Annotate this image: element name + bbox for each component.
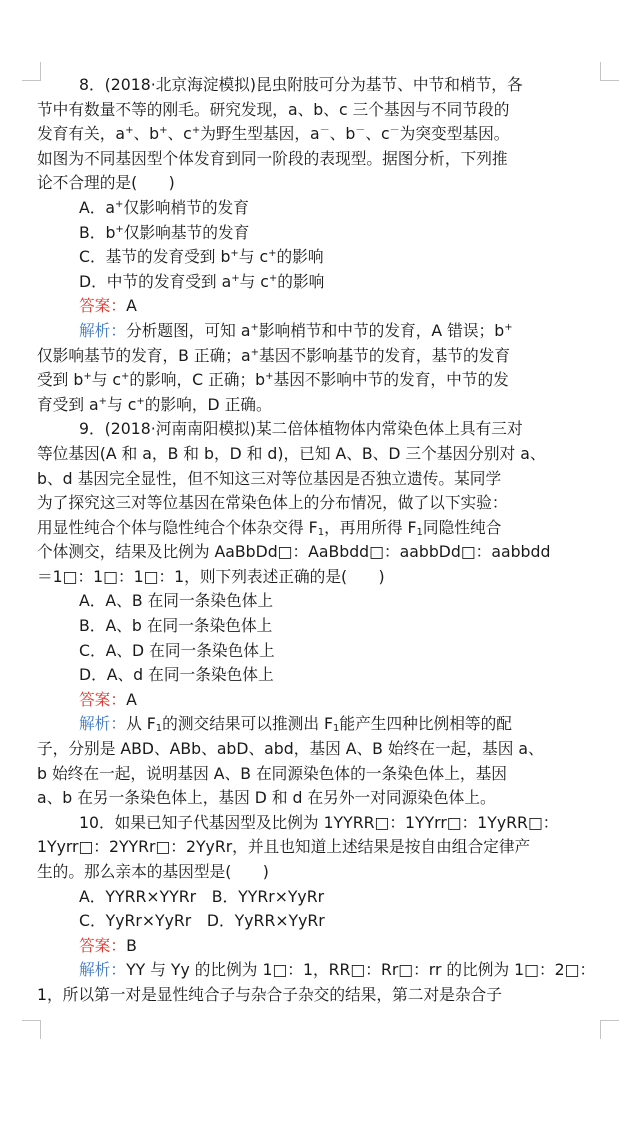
question-10 — [37, 811, 603, 1008]
corner-mark-bottom-left — [22, 1020, 41, 1039]
q9-explanation-line-3: b 始终在一起，说明基因 A、B 在同源染色体的一条染色体上，基因 — [37, 763, 507, 783]
q8-stem-line-4: 如图为不同基因型个体发育到同一阶段的表现型。据图分析，下列推 — [37, 148, 508, 168]
q9-stem-line-3: b、d 基因完全显性，但不知这三对等位基因是否独立遗传。某同学 — [37, 468, 502, 488]
q9-stem-line-2: 等位基因(A 和 a，B 和 b，D 和 d)，已知 A、B、D 三个基因分别对 a、 — [37, 443, 546, 463]
q8-explanation-line-3: 受到 b+与 c+的影响，C 正确；b+基因不影响中节的发育，中节的发 — [37, 370, 509, 390]
question-9 — [37, 417, 603, 811]
q8-stem-line-5: 论不合理的是( ) — [37, 173, 175, 193]
q10-stem-line-2: 1Yyrr□：2YYRr□：2YyRr，并且也知道上述结果是按自由组合定律产 — [37, 837, 531, 857]
q9-stem-line-5: 用显性纯合个体与隐性纯合个体杂交得 $F_1$，再用所得 $F_1$同隐性纯合 — [37, 517, 502, 538]
q8-option-d: D．中节的发育受到 a+与 c+的影响 — [79, 271, 325, 291]
q10-explanation-line-1: 解析：YY 与 Yy 的比例为 1□：1，RR□：Rr□：rr 的比例为 1□：2□： — [79, 960, 596, 980]
q10-answer: 答案：B — [79, 935, 137, 955]
question-8 — [37, 73, 603, 417]
q8-option-c: C．基节的发育受到 b+与 c+的影响 — [79, 247, 324, 267]
q8-option-a: A．a+仅影响梢节的发育 — [79, 197, 249, 217]
corner-mark-bottom-right — [600, 1020, 619, 1039]
q9-option-a: A．A、B 在同一条染色体上 — [79, 591, 274, 611]
q9-option-b: B．A、b 在同一条染色体上 — [79, 616, 273, 636]
q9-stem-line-6: 个体测交，结果及比例为 AaBbDd□：AaBbdd□：aabbDd□：aabbdd — [37, 542, 551, 562]
q8-answer: 答案：A — [79, 296, 137, 316]
q10-explanation-line-2: 1，所以第一对是显性纯合子与杂合子杂交的结果，第二对是杂合子 — [37, 984, 502, 1004]
q9-explanation-line-1: 解析：从 $F_1$的测交结果可以推测出 $F_1$能产生四种比例相等的配 — [79, 714, 512, 735]
q8-stem-line-2: 节中有数量不等的刚毛。研究发现，a、b、c 三个基因与不同节段的 — [37, 99, 510, 119]
q9-stem-line-4: 为了探究这三对等位基因在常染色体上的分布情况，做了以下实验： — [37, 493, 508, 513]
q9-explanation-line-4: a、b 在另一条染色体上，基因 D 和 d 在另外一对同源染色体上。 — [37, 788, 496, 808]
q9-stem-line-7: ＝1□：1□：1□：1，则下列表述正确的是( ) — [37, 566, 385, 586]
q9-explanation-line-2: 子，分别是 ABD、ABb、abD、abd，基因 A、B 始终在一起，基因 a、 — [37, 739, 544, 759]
q10-options-c-d: C．YyRr×YyRr D．YyRR×YyRr — [79, 911, 325, 931]
q10-stem-line-1: 10．如果已知子代基因型及比例为 1YYRR□：1YYrr□：1YyRR□： — [79, 812, 559, 832]
q8-option-b: B．b+仅影响基节的发育 — [79, 222, 250, 242]
document-page — [37, 73, 603, 1008]
q10-stem-line-3: 生的。那么亲本的基因型是( ) — [37, 862, 269, 881]
q8-stem-line-3: 发育有关，a+、b+、c+为野生型基因，a－、b－、c－为突变型基因。 — [37, 124, 510, 144]
q8-explanation-line-4: 育受到 a+与 c+的影响，D 正确。 — [37, 394, 272, 414]
q8-stem-line-1: 8．(2018·北京海淀模拟)昆虫附肢可分为基节、中节和梢节，各 — [79, 75, 523, 94]
q9-stem-line-1: 9．(2018·河南南阳模拟)某二倍体植物体内常染色体上具有三对 — [79, 419, 523, 439]
q9-option-d: D．A、d 在同一条染色体上 — [79, 665, 274, 685]
q10-options-a-b: A．YYRR×YYRr B．YYRr×YyRr — [79, 886, 325, 906]
q8-explanation-line-2: 仅影响基节的发育，B 正确；a+基因不影响基节的发育，基节的发育 — [37, 345, 511, 365]
q9-option-c: C．A、D 在同一条染色体上 — [79, 640, 275, 660]
q8-explanation-line-1: 解析：分析题图，可知 a+影响梢节和中节的发育，A 错误；b+ — [79, 320, 513, 340]
q9-answer: 答案：A — [79, 689, 137, 709]
